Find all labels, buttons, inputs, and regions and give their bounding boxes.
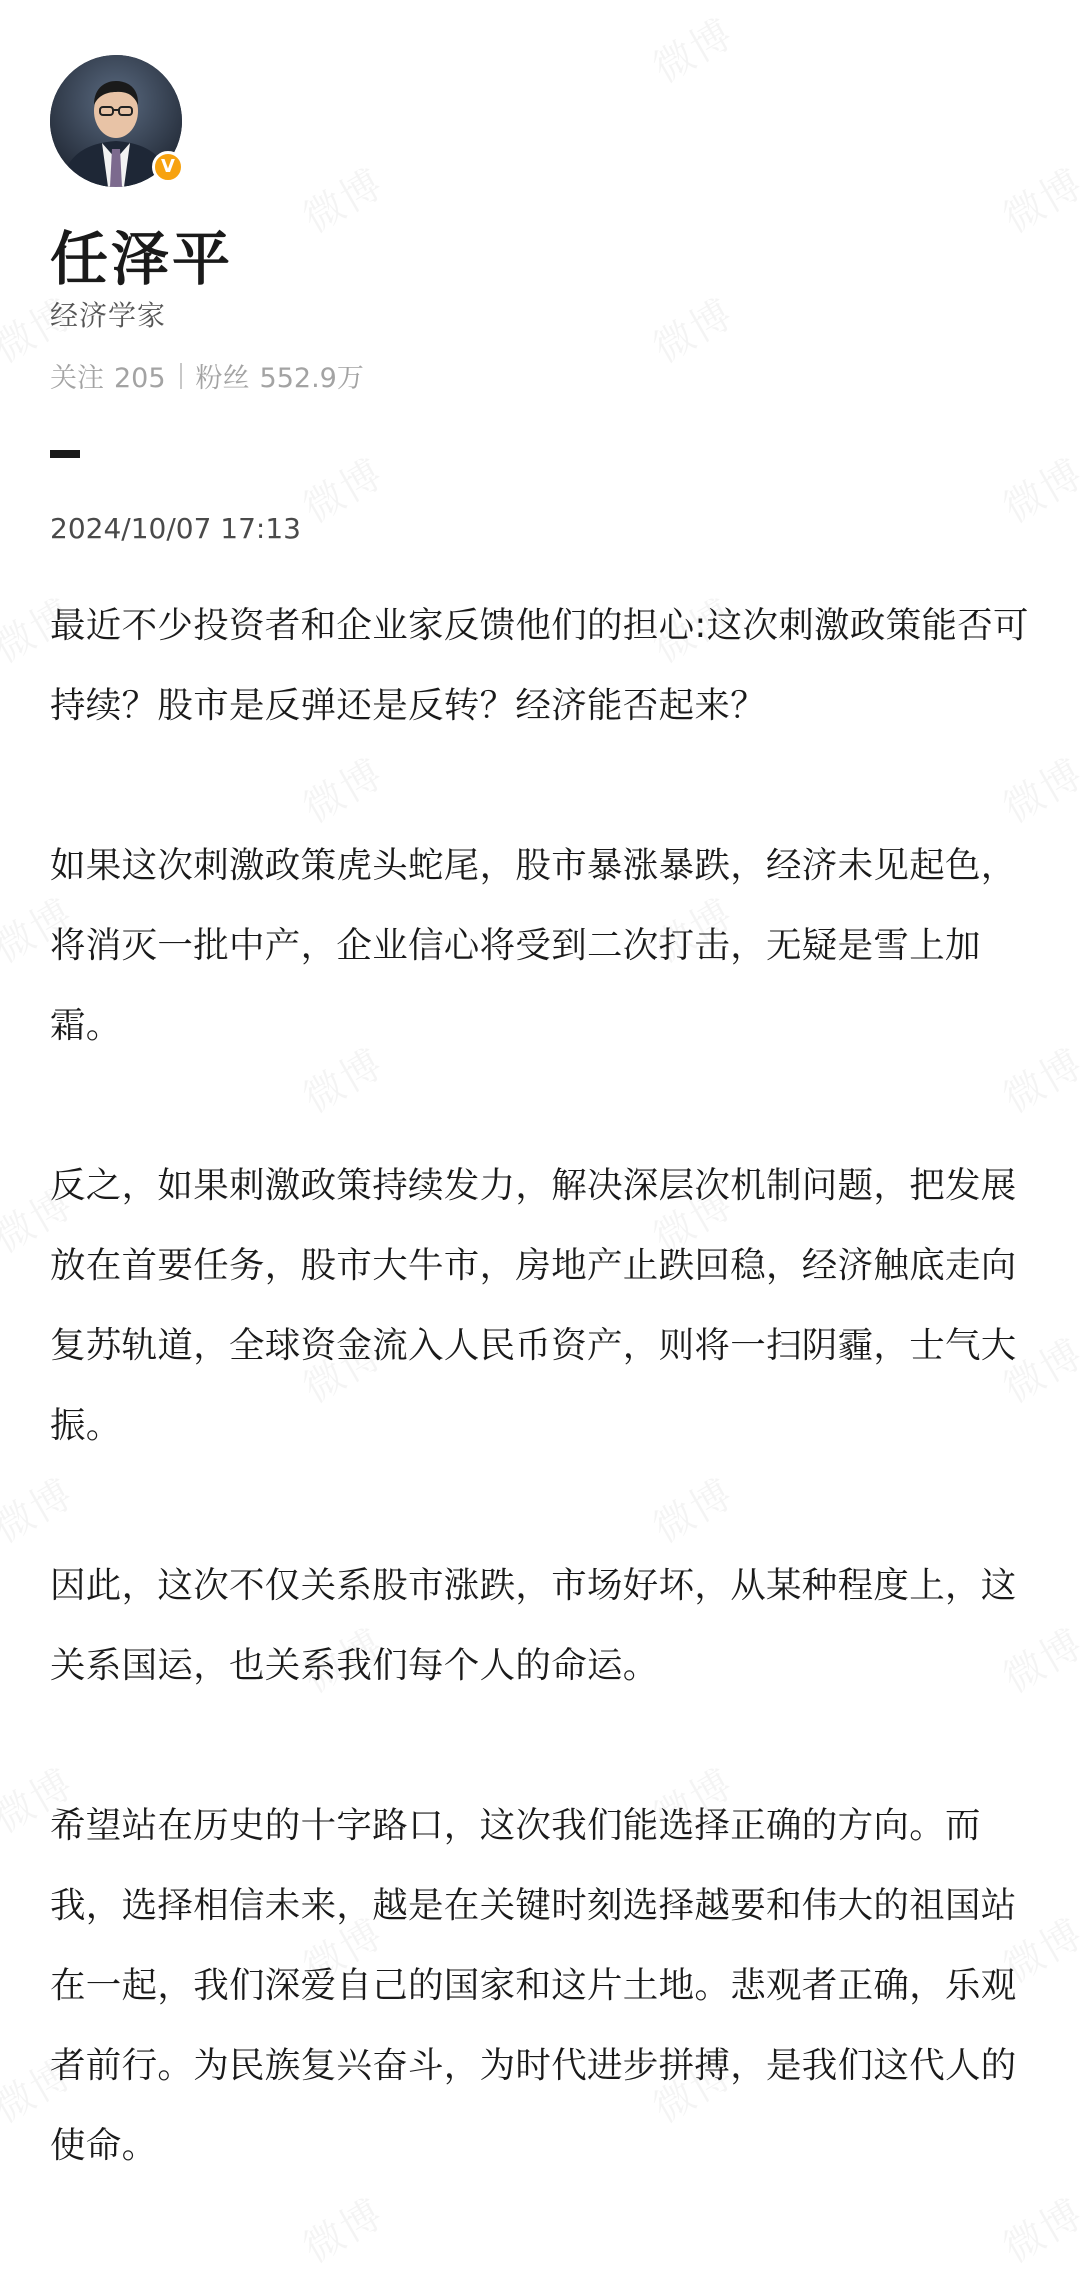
following-label: 关注 bbox=[50, 363, 104, 394]
watermark bbox=[991, 443, 1080, 534]
followers-stat[interactable] bbox=[196, 356, 364, 395]
watermark bbox=[291, 153, 392, 244]
post-date: 2024/10/07 17:13 bbox=[50, 512, 301, 545]
watermark bbox=[991, 2183, 1080, 2274]
stats-divider bbox=[180, 363, 182, 389]
profile-stats bbox=[50, 356, 364, 395]
post-paragraph: 反之，如果刺激政策持续发力，解决深层次机制问题，把发展放在首要任务，股市大牛市，房地产止跌回稳，经济触底走向复苏轨道，全球资金流入人民币资产，则将一扫阴霾，士气大振。 bbox=[50, 1165, 1017, 1446]
post-paragraph: 最近不少投资者和企业家反馈他们的担心:这次刺激政策能否可持续？股市是反弹还是反转？经济能否起来？ bbox=[50, 605, 1029, 726]
watermark bbox=[291, 443, 392, 534]
watermark bbox=[641, 3, 742, 94]
post-paragraph: 希望站在历史的十字路口，这次我们能选择正确的方向。而我，选择相信未来，越是在关键时刻选择越要和伟大的祖国站在一起，我们深爱自己的国家和这片土地。悲观者正确，乐观者前行。为民族复兴奋斗，为时代进步拼搏，是我们这代人的使命。 bbox=[50, 1805, 1017, 2166]
following-stat[interactable] bbox=[50, 356, 166, 395]
followers-count: 552.9万 bbox=[259, 363, 364, 394]
following-count: 205 bbox=[114, 363, 166, 394]
watermark bbox=[991, 153, 1080, 244]
watermark bbox=[641, 283, 742, 374]
avatar[interactable] bbox=[50, 55, 182, 187]
section-divider bbox=[50, 450, 80, 458]
watermark bbox=[291, 2183, 392, 2274]
post-paragraph: 因此，这次不仅关系股市涨跌，市场好坏，从某种程度上，这关系国运，也关系我们每个人的命运。 bbox=[50, 1565, 1017, 1686]
followers-label: 粉丝 bbox=[195, 363, 250, 394]
verified-badge-icon: V bbox=[152, 151, 184, 183]
post-paragraph: 如果这次刺激政策虎头蛇尾，股市暴涨暴跌，经济未见起色，将消灭一批中产，企业信心将受到二次打击，无疑是雪上加霜。 bbox=[50, 845, 1017, 1046]
post-body bbox=[50, 586, 1030, 2186]
profile-title: 经济学家 bbox=[50, 299, 167, 332]
profile-name[interactable]: 任泽平 bbox=[50, 225, 234, 293]
